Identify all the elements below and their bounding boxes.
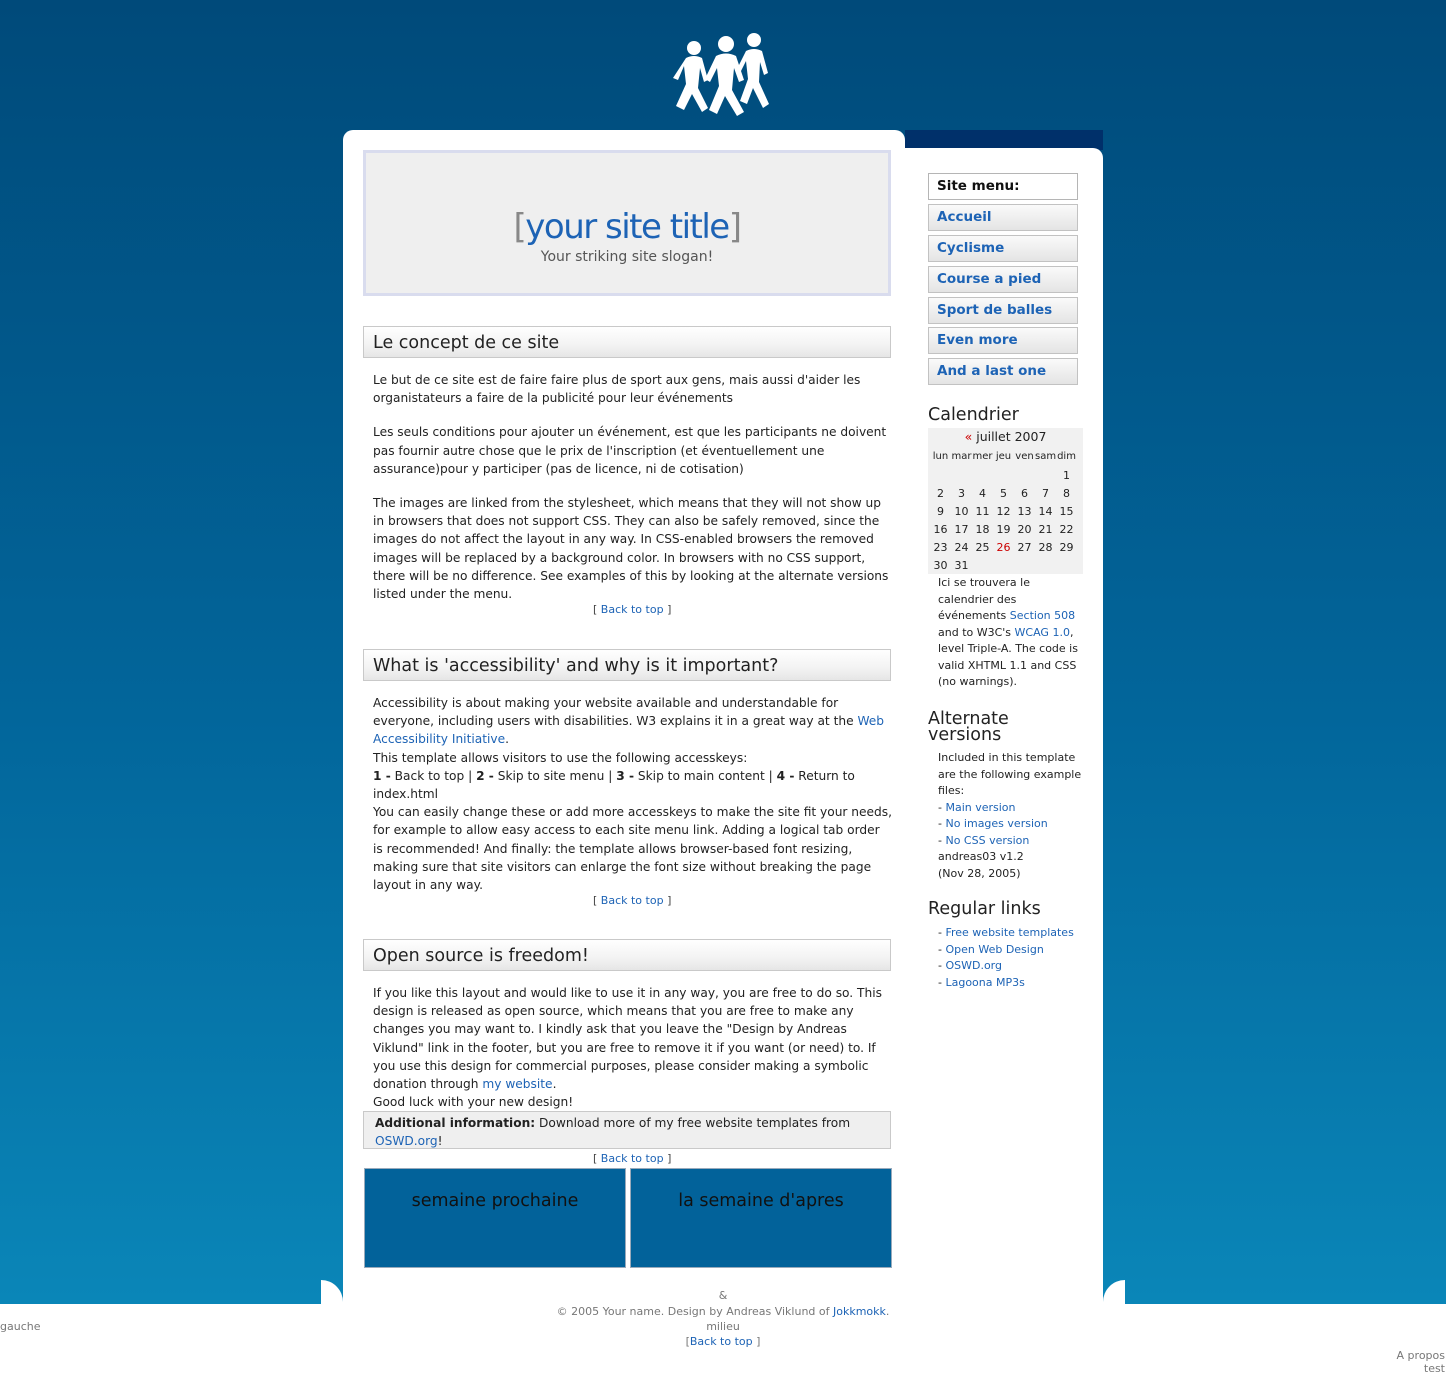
calendar-day[interactable]: 11: [975, 505, 990, 518]
back-to-top-2: [ Back to top ]: [593, 894, 672, 907]
calendar-day-name: ven: [1015, 451, 1034, 462]
paragraph: The images are linked from the stylesheet, which means that they will not show up in browsers that does not support CSS. They can also be safely removed, since the images do not affect the layout in any way. In CSS-enabled browsers the removed images will be replaced by a background color. In browsers with no CSS support, there will be no difference. See examples of this by looking at the alternate versions listed under the menu.: [373, 496, 889, 602]
calendar-day[interactable]: 23: [933, 541, 948, 554]
paragraph: This template allows visitors to use the following accesskeys:: [373, 750, 748, 765]
calendar-day-name: lun: [932, 451, 949, 462]
footer-copyright: © 2005 Your name. Design by Andreas Viklund of Jokkmokk.: [556, 1305, 890, 1318]
menu-item-even-more[interactable]: Even more: [928, 327, 1078, 354]
calendar-day[interactable]: 1: [1063, 469, 1070, 482]
paragraph: If you like this layout and would like to use it in any way, you are free to do so. This design is released as open source, which means that you are free to make any changes you may want to. I kindly ask that you leave the "Design by Andreas Viklund" link in the footer, but you are free to remove it if you want (or need) to. If you use this design for commercial purposes, please consider making a symbolic donation through my website.: [373, 986, 882, 1092]
footer-back-to-top-link[interactable]: Back to top: [689, 1335, 753, 1348]
no-css-version-link[interactable]: No CSS version: [945, 833, 1030, 847]
back-to-top-3: [ Back to top ]: [593, 1152, 672, 1165]
wcag-link[interactable]: WCAG 1.0: [1014, 625, 1070, 639]
regular-links-list: [938, 925, 1074, 991]
calendar-days-header: [928, 451, 1083, 469]
calendar-day[interactable]: 4: [979, 487, 986, 500]
oswd-org-link[interactable]: OSWD.org: [945, 959, 1002, 972]
calendar-day[interactable]: 28: [1038, 541, 1053, 554]
paragraph: Le but de ce site est de faire faire plus de sport aux gens, mais aussi d'aider les organistateurs a faire de la publicité pour leur événements: [373, 373, 861, 406]
sidebar-top-strip: [905, 130, 1103, 150]
calendar-day[interactable]: 10: [954, 505, 969, 518]
calendar-day-name: dim: [1057, 451, 1076, 462]
footer-back-to-top: [Back to top ]: [685, 1335, 761, 1348]
calendar-day-name: mer: [972, 451, 993, 462]
site-menu-header: Site menu:: [928, 173, 1078, 200]
calendar-note: Ici se trouvera le calendrier des événements Section 508 and to W3C's WCAG 1.0, level Triple-A. The code is valid XHTML 1.1 and CSS (no warnings).: [938, 576, 1078, 688]
main-version-link[interactable]: Main version: [945, 800, 1016, 814]
calendar-week-row: [928, 505, 1083, 523]
menu-item-sport-de-balles[interactable]: Sport de balles: [928, 297, 1078, 324]
site-title[interactable]: [your site title]: [513, 207, 741, 247]
list-item: - No CSS version: [938, 833, 1030, 847]
calendar-day[interactable]: 5: [1000, 487, 1007, 500]
list-item: - OSWD.org: [938, 959, 1002, 972]
paragraph: You can easily change these or add more accesskeys to make the site fit your needs, for example to allow easy access to each site menu link. Adding a logical tab order is recommended! And finally: the template allows browser-based font resizing, making sure that site visitors can enlarge the font size without breaking the page layout in any way.: [373, 805, 892, 893]
oswd-link[interactable]: OSWD.org: [375, 1134, 438, 1148]
calendar-day[interactable]: 30: [933, 559, 948, 572]
footer-milieu: milieu: [706, 1320, 740, 1333]
paragraph: Good luck with your new design!: [373, 1095, 574, 1110]
jokkmokk-link[interactable]: Jokkmokk: [833, 1305, 886, 1318]
calendar: [928, 428, 1083, 574]
calendar-day[interactable]: 31: [954, 559, 969, 572]
section-body-open-source: [373, 984, 885, 1111]
back-to-top-1: [ Back to top ]: [593, 603, 672, 616]
additional-information-box: Additional information: Download more of my free website templates from OSWD.org!: [363, 1111, 891, 1149]
paragraph: Les seuls conditions pour ajouter un événement, est que les participants ne doivent pas fournir autre chose que le prix de l'inscription (et éventuellement une assurance)pour y participer (pas de licence, ni de cotisation): [373, 425, 887, 476]
calendar-day[interactable]: 27: [1017, 541, 1032, 554]
back-to-top-link[interactable]: Back to top: [600, 894, 664, 907]
alternate-versions-heading: Alternate versions: [928, 709, 1009, 745]
list-item: - No images version: [938, 817, 1048, 830]
runners-logo-icon: [668, 26, 776, 132]
free-website-templates-link[interactable]: Free website templates: [945, 926, 1074, 939]
accesskeys-list: 1 - Back to top | 2 - Skip to site menu | 3 - Skip to main content | 4 - Return to index.html: [373, 768, 855, 802]
calendar-day[interactable]: 18: [975, 523, 990, 536]
calendar-day[interactable]: 8: [1063, 487, 1070, 500]
menu-item-course-a-pied[interactable]: Course a pied: [928, 266, 1078, 293]
site-header: [363, 150, 891, 296]
calendar-week-row: [928, 469, 1083, 487]
wai-link[interactable]: Web Accessibility Initiative: [373, 714, 885, 747]
version-date: (Nov 28, 2005): [938, 866, 1021, 880]
site-slogan: Your striking site slogan!: [540, 249, 714, 265]
version-text: andreas03 v1.2: [938, 850, 1024, 863]
alternate-versions-list: Included in this template are the following example files: - Main version - No images version - No CSS version andreas03 v1.2 (Nov 28, 2005): [938, 750, 1084, 882]
calendar-day[interactable]: 21: [1038, 523, 1053, 536]
calendar-day[interactable]: 20: [1017, 523, 1032, 536]
paragraph: Accessibility is about making your website available and understandable for everyone, including users with disabilities. W3 explains it in a great way at the Web Accessibility Initiative.: [373, 696, 885, 747]
corner-text-right: A propos test: [1396, 1349, 1445, 1375]
section-body-concept: [373, 371, 893, 619]
back-to-top-link[interactable]: Back to top: [600, 1152, 664, 1165]
calendar-day[interactable]: 14: [1038, 505, 1053, 518]
calendar-day-name: jeu: [995, 451, 1012, 462]
calendar-day[interactable]: 16: [933, 523, 948, 536]
lagoona-mp3s-link[interactable]: Lagoona MP3s: [945, 975, 1025, 989]
calendar-day[interactable]: 2: [937, 487, 944, 500]
section-heading-open-source: Open source is freedom!: [363, 939, 891, 971]
calendar-day[interactable]: 19: [996, 523, 1011, 536]
calendar-day[interactable]: 7: [1042, 487, 1049, 500]
list-item: - Lagoona MP3s: [938, 975, 1025, 989]
list-item: - Open Web Design: [938, 942, 1044, 956]
section-508-link[interactable]: Section 508: [1009, 609, 1076, 622]
menu-item-cyclisme[interactable]: Cyclisme: [928, 235, 1078, 262]
calendar-day[interactable]: 24: [954, 541, 969, 554]
calendar-day-name: mar: [951, 451, 972, 462]
calendar-day[interactable]: 3: [958, 487, 965, 500]
calendar-heading: Calendrier: [928, 405, 1019, 425]
calendar-day[interactable]: 12: [996, 505, 1011, 518]
regular-links-heading: Regular links: [928, 899, 1041, 919]
week-box-after[interactable]: la semaine d'apres: [630, 1168, 892, 1268]
menu-item-and-a-last-one[interactable]: And a last one: [928, 358, 1078, 385]
my-website-link[interactable]: my website: [482, 1077, 553, 1092]
calendar-day[interactable]: 13: [1017, 505, 1032, 518]
week-box-next[interactable]: semaine prochaine: [364, 1168, 626, 1268]
section-body-accessibility: [373, 694, 893, 894]
calendar-day[interactable]: 25: [975, 541, 990, 554]
back-to-top-link[interactable]: Back to top: [600, 603, 664, 616]
calendar-day-name: sam: [1035, 451, 1057, 462]
calendar-day[interactable]: 22: [1059, 523, 1074, 536]
calendar-prev-month[interactable]: «: [964, 429, 973, 444]
list-item: - Free website templates: [938, 926, 1074, 939]
calendar-day[interactable]: 15: [1059, 505, 1074, 518]
corner-text-left: gauche: [0, 1320, 41, 1333]
menu-item-accueil[interactable]: Accueil: [928, 204, 1078, 231]
list-item: - Main version: [938, 800, 1016, 814]
no-images-version-link[interactable]: No images version: [945, 817, 1048, 830]
footer-amp: &: [718, 1289, 728, 1302]
section-heading-concept: Le concept de ce site: [363, 326, 891, 358]
calendar-day[interactable]: 17: [954, 523, 969, 536]
calendar-day[interactable]: 6: [1021, 487, 1028, 500]
calendar-month: « juillet 2007: [964, 429, 1047, 444]
calendar-day[interactable]: 29: [1059, 541, 1074, 554]
calendar-week-row: [928, 523, 1083, 541]
calendar-week-row: [928, 487, 1083, 505]
open-web-design-link[interactable]: Open Web Design: [945, 942, 1044, 956]
section-heading-accessibility: What is 'accessibility' and why is it important?: [363, 649, 891, 681]
calendar-day[interactable]: 9: [937, 505, 944, 518]
calendar-day[interactable]: 26: [996, 541, 1011, 554]
calendar-week-row: [928, 541, 1083, 559]
